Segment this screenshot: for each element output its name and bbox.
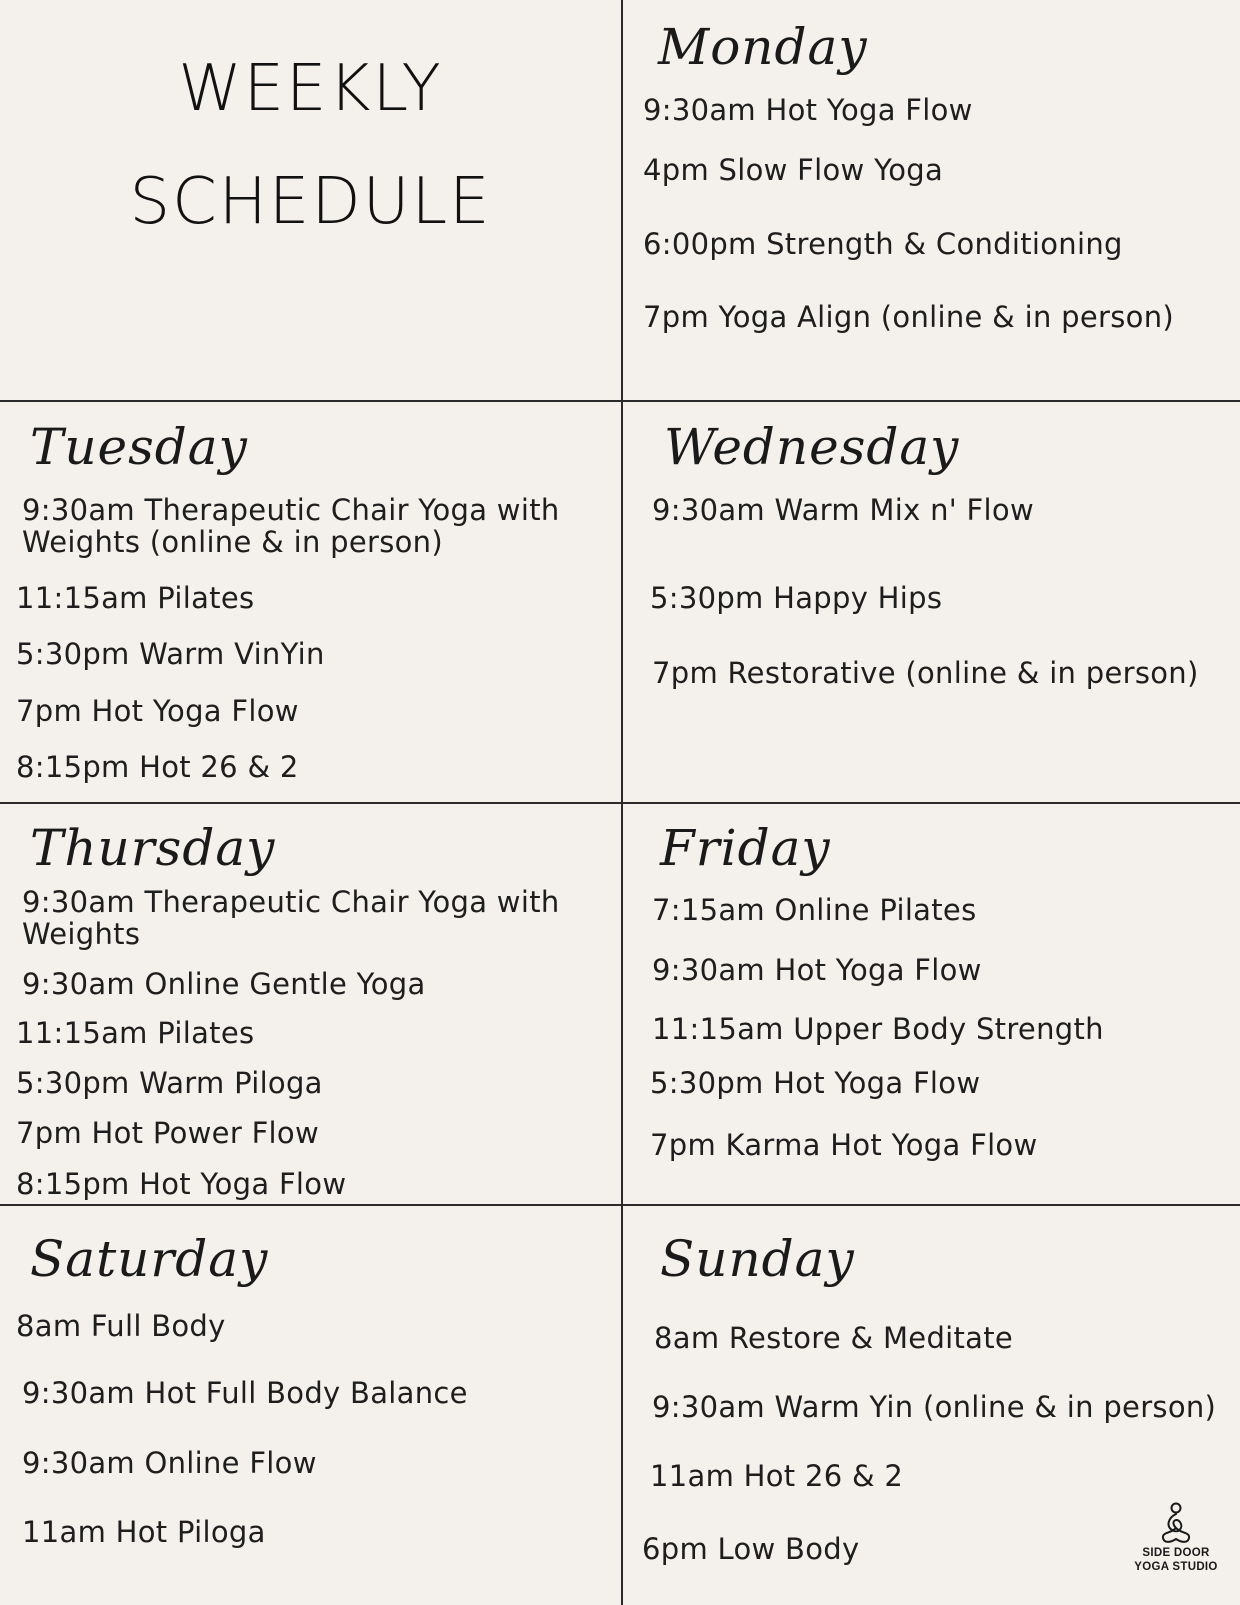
class-item: 8:15pm Hot Yoga Flow	[16, 1167, 347, 1201]
grid-divider-row-3	[0, 1204, 1240, 1206]
class-item: 9:30am Hot Full Body Balance	[22, 1376, 468, 1410]
class-item: 11:15am Pilates	[16, 1016, 255, 1050]
class-item: 9:30am Online Flow	[22, 1446, 317, 1480]
meditating-figure-icon	[1156, 1502, 1196, 1546]
class-item: 7pm Hot Power Flow	[16, 1116, 319, 1150]
class-item: 6:00pm Strength & Conditioning	[643, 227, 1123, 261]
day-heading-thursday: Thursday	[30, 819, 276, 877]
class-item: 5:30pm Hot Yoga Flow	[650, 1066, 981, 1100]
class-item: 7pm Restorative (online & in person)	[652, 656, 1199, 690]
day-heading-friday: Friday	[660, 819, 831, 877]
title-cell	[0, 0, 621, 400]
class-item: 5:30pm Warm VinYin	[16, 637, 325, 671]
class-item: 11am Hot 26 & 2	[650, 1459, 904, 1493]
class-item: 8am Full Body	[16, 1309, 226, 1343]
day-heading-wednesday: Wednesday	[664, 418, 960, 476]
class-item: 4pm Slow Flow Yoga	[643, 153, 944, 187]
class-item: 7:15am Online Pilates	[652, 893, 977, 927]
class-item: 7pm Yoga Align (online & in person)	[643, 300, 1174, 334]
day-heading-sunday: Sunday	[660, 1230, 855, 1288]
title-line-1: WEEKLY	[178, 52, 443, 126]
class-item: 8:15pm Hot 26 & 2	[16, 750, 299, 784]
class-item: 11:15am Upper Body Strength	[652, 1012, 1104, 1046]
class-item: 5:30pm Warm Piloga	[16, 1066, 323, 1100]
day-heading-saturday: Saturday	[30, 1230, 269, 1288]
class-item: 9:30am Warm Yin (online & in person)	[652, 1390, 1217, 1424]
class-item: 9:30am Online Gentle Yoga	[22, 967, 426, 1001]
class-item: 11am Hot Piloga	[22, 1515, 266, 1549]
logo-text-line-1: SIDE DOOR	[1142, 1547, 1210, 1559]
class-item: 9:30am Therapeutic Chair Yoga with Weights (online & in person)	[22, 493, 560, 559]
class-item: 5:30pm Happy Hips	[650, 581, 943, 615]
class-item: 7pm Karma Hot Yoga Flow	[650, 1128, 1038, 1162]
day-heading-monday: Monday	[658, 18, 868, 76]
class-item: 9:30am Warm Mix n' Flow	[652, 493, 1034, 527]
day-heading-tuesday: Tuesday	[30, 418, 248, 476]
title-line-2: SCHEDULE	[129, 165, 492, 239]
studio-logo	[1128, 1502, 1224, 1574]
class-item: 9:30am Hot Yoga Flow	[652, 953, 982, 987]
class-item: 9:30am Therapeutic Chair Yoga with Weights	[22, 885, 560, 951]
class-item: 6pm Low Body	[642, 1532, 860, 1566]
grid-divider-row-1	[0, 400, 1240, 402]
logo-text-line-2: YOGA STUDIO	[1134, 1561, 1218, 1573]
class-item: 11:15am Pilates	[16, 581, 255, 615]
class-item: 7pm Hot Yoga Flow	[16, 694, 299, 728]
grid-divider-row-2	[0, 802, 1240, 804]
class-item: 8am Restore & Meditate	[654, 1321, 1014, 1355]
class-item: 9:30am Hot Yoga Flow	[643, 93, 973, 127]
